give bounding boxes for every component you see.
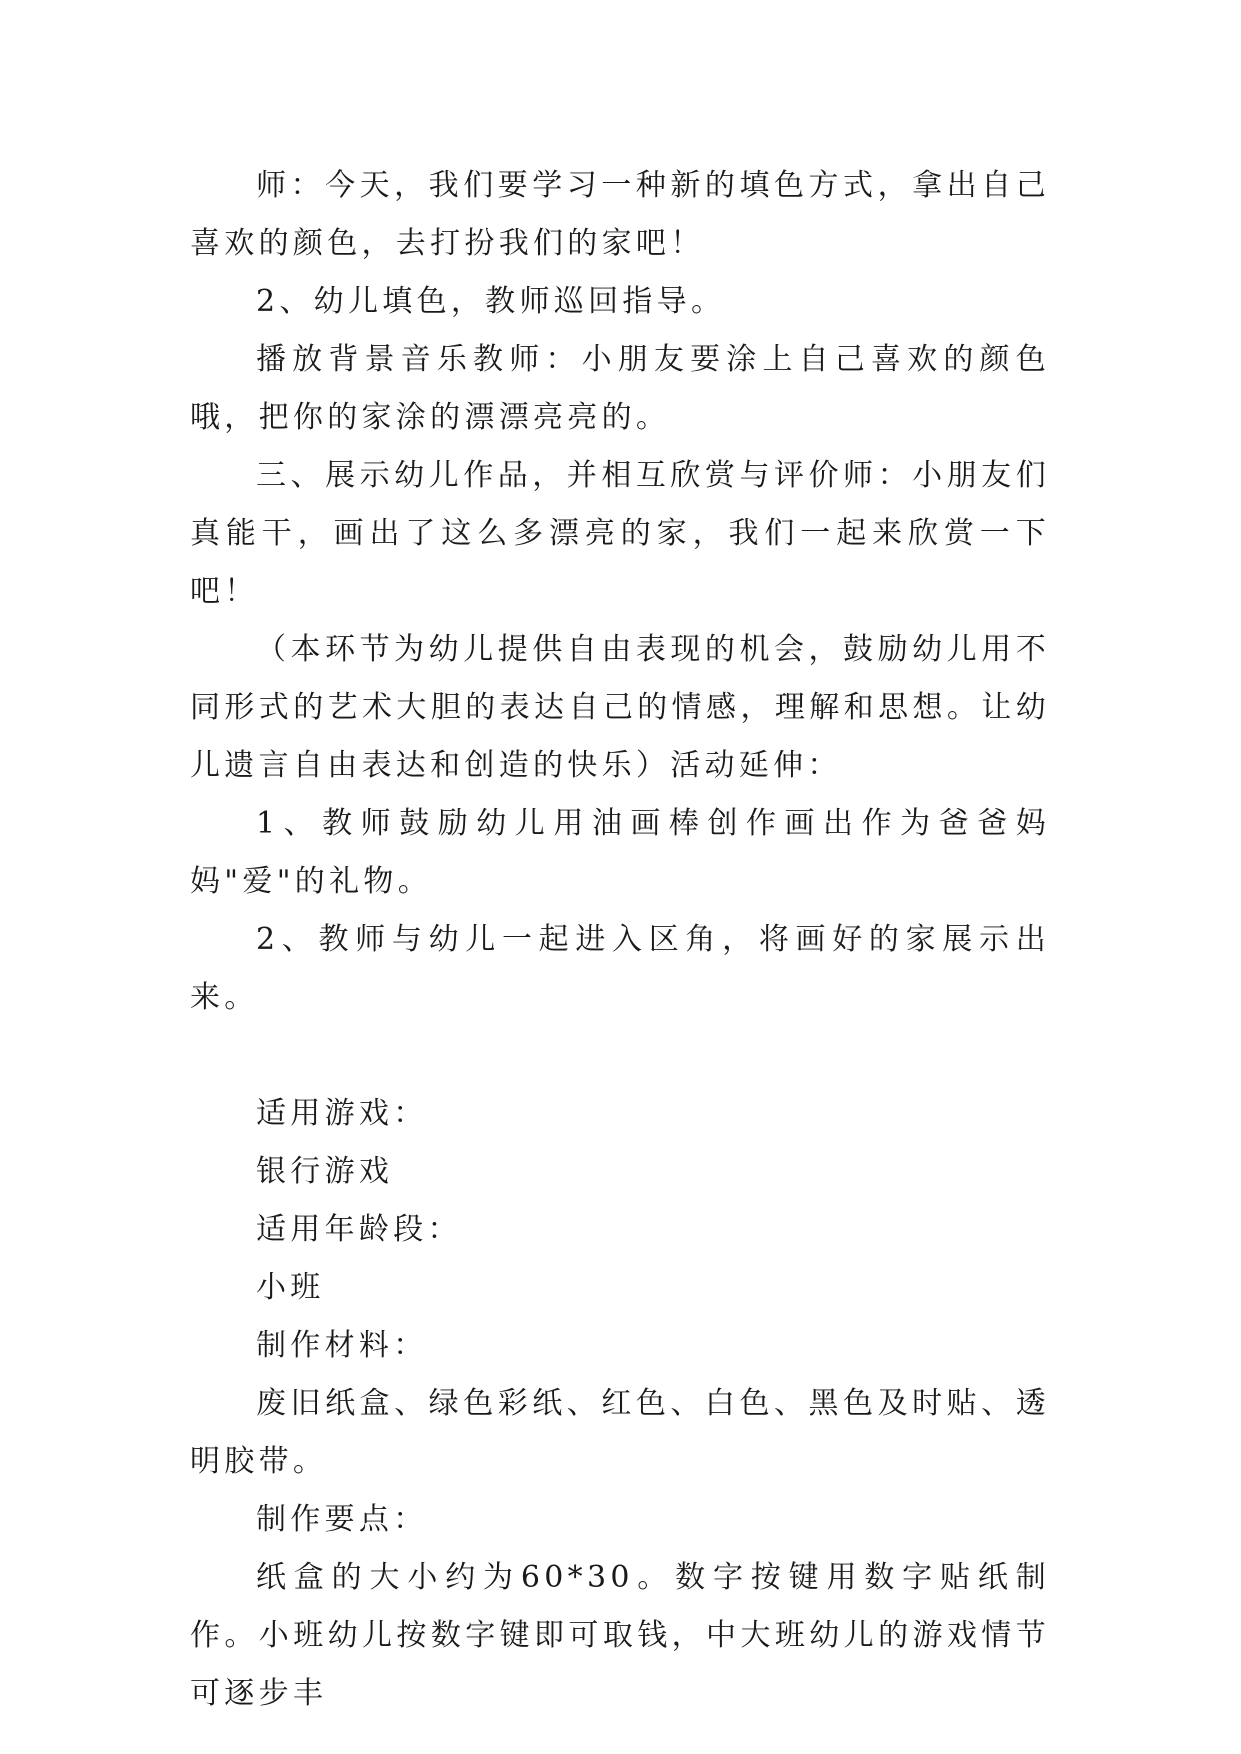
age-label: 适用年龄段： xyxy=(256,1212,462,1247)
section-gap xyxy=(190,1027,1050,1085)
age-value: 小班 xyxy=(256,1270,325,1305)
points-value: 纸盒的大小约为60*30。数字按键用数字贴纸制作。小班幼儿按数字键即可取钱，中大班幼儿的游戏情节可逐步丰 xyxy=(190,1560,1050,1711)
paragraph-teacher-intro: 师：今天，我们要学习一种新的填色方式，拿出自己喜欢的颜色，去打扮我们的家吧！ xyxy=(190,168,1050,261)
paragraph-extension-1: 1、教师鼓励幼儿用油画棒创作画出作为爸爸妈妈"爱"的礼物。 xyxy=(190,806,1050,899)
game-label: 适用游戏： xyxy=(256,1096,428,1131)
paragraph-note: （本环节为幼儿提供自由表现的机会，鼓励幼儿用不同形式的艺术大胆的表达自己的情感，理解和思想。让幼儿遗言自由表达和创造的快乐）活动延伸： xyxy=(190,632,1050,783)
game-value: 银行游戏 xyxy=(256,1154,394,1189)
document-body xyxy=(190,157,1050,1723)
paragraph-display: 三、展示幼儿作品，并相互欣赏与评价师：小朋友们真能干，画出了这么多漂亮的家，我们一起来欣赏一下吧！ xyxy=(190,458,1050,609)
paragraph-extension-2: 2、教师与幼儿一起进入区角，将画好的家展示出来。 xyxy=(190,922,1050,1015)
materials-value: 废旧纸盒、绿色彩纸、红色、白色、黑色及时贴、透明胶带。 xyxy=(190,1386,1050,1479)
materials-label: 制作材料： xyxy=(256,1328,428,1363)
paragraph-coloring: 2、幼儿填色，教师巡回指导。 xyxy=(256,284,726,319)
points-label: 制作要点： xyxy=(256,1502,428,1537)
paragraph-music: 播放背景音乐教师：小朋友要涂上自己喜欢的颜色哦，把你的家涂的漂漂亮亮的。 xyxy=(190,342,1050,435)
